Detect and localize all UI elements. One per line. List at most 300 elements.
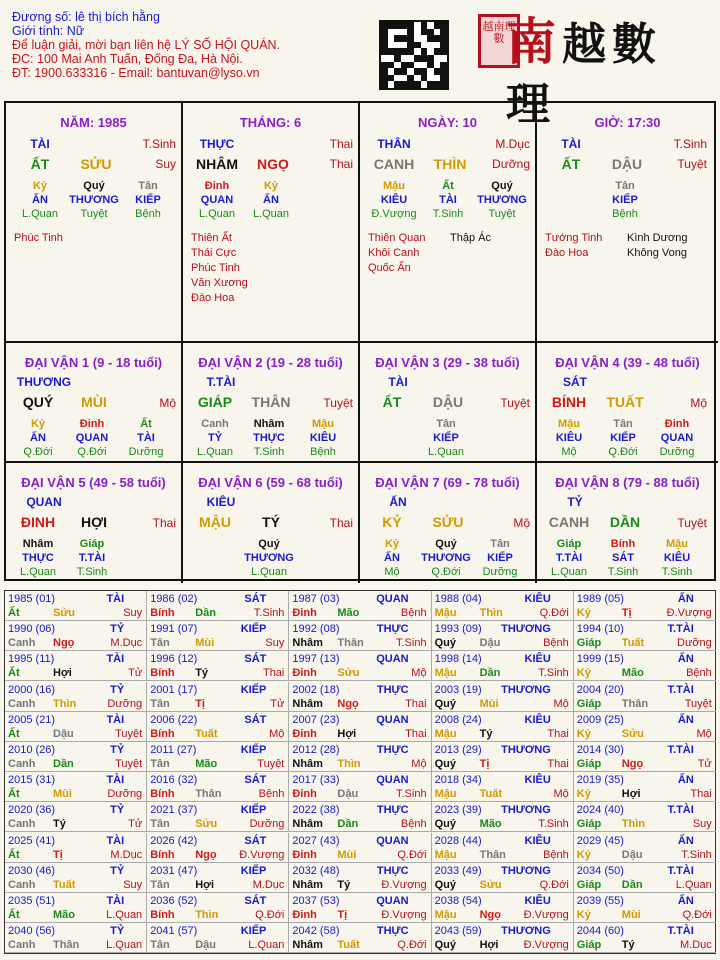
hidden-stem: Kỷ — [30, 418, 46, 430]
year-phase: Thai — [262, 667, 285, 680]
year-phase: Q.Đới — [255, 909, 285, 921]
year-stem: Bính — [150, 607, 175, 619]
year-ten-god: THỰC — [376, 864, 409, 877]
year-stem: Bính — [150, 727, 175, 740]
year-phase: Tuyệt — [115, 727, 143, 740]
year-cell — [432, 833, 574, 863]
year-branch: Dần — [479, 667, 501, 680]
year-branch: Dậu — [53, 727, 74, 740]
luck-state: Tuyệt — [677, 516, 707, 530]
year-ten-god: ẤN — [677, 774, 694, 787]
hidden-phase: Q.Đới — [431, 566, 461, 578]
year-label: 2021 (37) — [150, 804, 198, 817]
year-phase: Đ.Vượng — [523, 909, 569, 921]
year-stem: Đinh — [292, 848, 317, 861]
year-label: 2034 (50) — [576, 864, 624, 877]
year-branch: Thìn — [195, 909, 219, 921]
pillar-stem: ẤT — [561, 156, 581, 172]
year-cell — [574, 591, 716, 621]
year-cell — [574, 651, 716, 681]
hidden-stem: Giáp — [556, 538, 582, 550]
year-branch: Sửu — [195, 818, 218, 831]
hidden-phase: L.Quan — [196, 446, 234, 458]
year-phase: Đ.Vượng — [381, 878, 427, 891]
year-label: 2005 (21) — [8, 713, 56, 726]
year-cell — [5, 772, 147, 802]
hidden-stem: Quý — [491, 180, 513, 192]
year-label: 1988 (04) — [434, 593, 482, 605]
year-label: 2022 (38) — [292, 804, 340, 817]
hidden-stem: Ất — [140, 418, 152, 430]
year-stem: Giáp — [576, 758, 602, 770]
hidden-ten-god: KIẾP — [612, 194, 638, 206]
year-cell — [432, 772, 574, 802]
year-cell — [147, 802, 289, 832]
year-stem: Kỷ — [576, 788, 591, 801]
year-phase: T.Sinh — [396, 788, 427, 801]
year-cell — [147, 923, 289, 953]
year-ten-god: SÁT — [244, 653, 267, 666]
year-stem: Mậu — [434, 909, 457, 921]
year-ten-god: KIẾP — [240, 804, 267, 817]
year-label: 1990 (06) — [8, 623, 56, 636]
year-cell — [289, 621, 431, 651]
luck-ten-god: QUAN — [26, 495, 62, 509]
year-ten-god: T.TÀI — [667, 744, 694, 756]
year-ten-god: KIÊU — [524, 774, 551, 787]
year-cell — [432, 923, 574, 953]
hidden-stem: Mậu — [383, 180, 405, 192]
year-label: 2002 (18) — [292, 683, 340, 696]
year-branch: Hợi — [479, 939, 499, 952]
hidden-stem: Kỷ — [32, 180, 48, 192]
year-cell — [432, 621, 574, 651]
year-cell — [289, 893, 431, 923]
year-ten-god: TỶ — [110, 623, 125, 636]
year-branch: Dậu — [337, 788, 359, 801]
hidden-stem: Nhâm — [253, 418, 285, 430]
year-ten-god: QUAN — [376, 593, 409, 605]
shen-sha-star: Phúc Tinh — [14, 232, 63, 244]
year-label: 2030 (46) — [8, 864, 56, 877]
year-stem: Kỷ — [576, 667, 591, 680]
hidden-stem: Tân — [138, 180, 158, 192]
year-branch: Mão — [337, 607, 360, 619]
year-phase: Bệnh — [258, 788, 285, 801]
year-cell — [574, 712, 716, 742]
hidden-phase: Dưỡng — [128, 446, 164, 458]
year-branch: Sửu — [337, 667, 360, 680]
year-stem: Tân — [150, 878, 170, 891]
pillar-cell — [183, 103, 360, 343]
luck-period-cell — [183, 343, 360, 463]
pillar-stem: NHÂM — [196, 156, 238, 172]
year-ten-god: SÁT — [244, 713, 267, 726]
hidden-ten-god: THỰC — [22, 552, 54, 564]
hidden-ten-god: KIẾP — [135, 194, 161, 206]
year-phase: Q.Đới — [682, 909, 712, 921]
shen-sha-star: Không Vong — [627, 247, 687, 259]
hidden-stem: Giáp — [79, 538, 105, 550]
year-branch: Tý — [53, 818, 66, 831]
year-stem: Giáp — [576, 939, 602, 952]
year-cell — [289, 591, 431, 621]
year-ten-god: TỶ — [110, 683, 125, 696]
subject-gender: Giới tính: Nữ — [12, 24, 85, 38]
luck-branch: HỢI — [81, 514, 107, 530]
luck-period-title: ĐẠI VẬN 3 (29 - 38 tuổi) — [375, 355, 520, 370]
pillar-branch: SỬU — [80, 156, 112, 172]
year-cell — [574, 863, 716, 893]
year-label: 1986 (02) — [150, 593, 198, 605]
year-label: 2043 (59) — [434, 925, 482, 938]
year-branch: Tị — [53, 848, 63, 861]
luck-period-title: ĐẠI VẬN 8 (79 - 88 tuổi) — [555, 475, 700, 490]
year-branch: Ngọ — [479, 909, 501, 921]
year-label: 2008 (24) — [434, 713, 482, 726]
year-stem: Bính — [150, 909, 175, 921]
year-stem: Nhâm — [292, 758, 323, 770]
hidden-ten-god: QUAN — [660, 432, 694, 444]
year-branch: Mão — [53, 909, 75, 921]
year-stem: Bính — [150, 788, 175, 801]
pillar-stem: CANH — [373, 156, 415, 172]
year-branch: Ngọ — [53, 637, 75, 650]
year-cell — [147, 651, 289, 681]
year-phase: Thai — [405, 727, 427, 740]
year-stem: Nhâm — [292, 939, 323, 952]
luck-state: Mộ — [690, 396, 707, 410]
year-branch: Dậu — [621, 848, 643, 861]
luck-ten-god: SÁT — [563, 375, 587, 389]
luck-stem: BÍNH — [551, 394, 587, 410]
year-stem: Canh — [8, 637, 36, 650]
year-ten-god: ẤN — [677, 895, 694, 907]
year-phase: Q.Đới — [397, 848, 427, 861]
hidden-stem: Mậu — [666, 538, 688, 550]
year-ten-god: SÁT — [244, 593, 267, 605]
year-cell — [574, 682, 716, 712]
hidden-ten-god: KIÊU — [380, 194, 408, 206]
year-ten-god: TỶ — [110, 925, 125, 938]
pillar-cell — [6, 103, 183, 343]
year-phase: Bệnh — [686, 667, 712, 680]
shen-sha-star: Thiên Ất — [191, 232, 232, 244]
year-label: 2017 (33) — [292, 774, 340, 787]
year-ten-god: TỶ — [110, 804, 125, 817]
year-label: 2040 (56) — [8, 925, 56, 938]
year-label: 2012 (28) — [292, 744, 340, 756]
year-label: 2036 (52) — [150, 895, 198, 907]
year-label: 1997 (13) — [292, 653, 340, 666]
hidden-stem: Quý — [435, 538, 457, 550]
year-phase: Tử — [697, 758, 712, 770]
hidden-ten-god: THƯƠNG — [477, 194, 527, 206]
contact-phone-email: ĐT: 1900.633316 - Email: bantuvan@lyso.vn — [12, 66, 260, 80]
year-phase: L.Quan — [675, 878, 712, 891]
year-ten-god: THƯƠNG — [501, 925, 551, 938]
year-stem: Nhâm — [292, 637, 323, 650]
year-cell — [289, 833, 431, 863]
luck-state: Tuyệt — [323, 396, 353, 410]
pillar-ten-god: TÀI — [30, 137, 50, 151]
hidden-ten-god: T.TÀI — [555, 552, 583, 564]
year-ten-god: QUAN — [376, 895, 409, 907]
year-cell — [147, 833, 289, 863]
year-label: 2000 (16) — [8, 683, 56, 696]
year-label: 2033 (49) — [434, 864, 482, 877]
year-cell — [289, 863, 431, 893]
year-branch: Ngọ — [195, 848, 217, 861]
subject-name: Đương số: lê thị bích hằng — [12, 10, 160, 24]
luck-period-title: ĐẠI VẬN 1 (9 - 18 tuổi) — [24, 355, 163, 370]
year-branch: Dậu — [479, 637, 501, 650]
hidden-phase: Bệnh — [612, 208, 638, 220]
year-cell — [147, 621, 289, 651]
hidden-ten-god: SÁT — [612, 552, 634, 564]
year-label: 2003 (19) — [434, 683, 482, 696]
luck-ten-god: THƯƠNG — [16, 375, 72, 389]
year-stem: Canh — [8, 818, 36, 831]
year-phase: L.Quan — [106, 939, 143, 952]
year-cell — [432, 682, 574, 712]
year-label: 1987 (03) — [292, 593, 340, 605]
pillar-phase: T.Sinh — [673, 137, 707, 151]
year-branch: Dậu — [195, 939, 216, 952]
year-cell — [147, 772, 289, 802]
year-cell — [5, 893, 147, 923]
year-label: 1985 (01) — [8, 593, 56, 605]
hidden-stem: Kỷ — [263, 180, 279, 192]
year-cell — [289, 742, 431, 772]
year-cell — [432, 742, 574, 772]
luck-stem: CANH — [548, 514, 590, 530]
year-phase: Tử — [270, 697, 285, 710]
year-cell — [432, 893, 574, 923]
year-ten-god: SÁT — [244, 834, 267, 847]
year-label: 1989 (05) — [576, 593, 624, 605]
hidden-phase: T.Sinh — [432, 208, 464, 220]
year-branch: Hợi — [53, 667, 72, 680]
year-ten-god: KIÊU — [524, 834, 551, 847]
hidden-phase: T.Sinh — [661, 566, 693, 578]
year-stem: Quý — [434, 758, 456, 770]
hidden-stem: Mậu — [312, 418, 334, 430]
year-branch: Dần — [195, 607, 216, 619]
year-phase: Mộ — [269, 727, 285, 740]
year-branch: Ngọ — [621, 758, 644, 770]
hidden-phase: Bệnh — [135, 208, 161, 220]
year-branch: Sửu — [621, 727, 644, 740]
year-label: 2041 (57) — [150, 925, 198, 938]
year-label: 2020 (36) — [8, 804, 56, 817]
year-phase: Tuyệt — [684, 697, 712, 710]
pillar-title: NĂM: 1985 — [60, 115, 127, 130]
hidden-phase: Tuyệt — [488, 208, 516, 220]
luck-stem: ĐINH — [20, 514, 56, 530]
year-branch: Thân — [53, 939, 80, 952]
year-branch: Thìn — [337, 758, 361, 770]
contact-address: ĐC: 100 Mai Anh Tuấn, Đống Đa, Hà Nội. — [12, 52, 243, 66]
year-stem: Canh — [8, 878, 36, 891]
luck-period-cell — [537, 463, 718, 583]
year-phase: T.Sinh — [538, 818, 569, 831]
pillar-state: Tuyệt — [677, 157, 707, 171]
year-phase: Mộ — [411, 758, 427, 770]
year-stem: Canh — [8, 758, 36, 770]
year-phase: Dưỡng — [107, 788, 143, 801]
year-phase: M.Dục — [252, 878, 285, 891]
year-ten-god: T.TÀI — [667, 683, 694, 696]
year-phase: Tuyệt — [257, 758, 285, 770]
luck-branch: DẦN — [609, 514, 641, 530]
year-branch: Dần — [53, 758, 74, 770]
year-phase: Suy — [265, 637, 285, 650]
year-cell — [5, 621, 147, 651]
year-ten-god: KIÊU — [524, 653, 551, 666]
year-stem: Quý — [434, 878, 456, 891]
year-stem: Tân — [150, 637, 170, 650]
year-cell — [147, 893, 289, 923]
hidden-ten-god: TỶ — [207, 432, 223, 444]
year-phase: Q.Đới — [539, 607, 569, 619]
luck-period-title: ĐẠI VẬN 7 (69 - 78 tuổi) — [375, 475, 520, 490]
year-stem: Kỷ — [576, 727, 591, 740]
hidden-stem: Tân — [436, 418, 456, 430]
year-ten-god: THƯƠNG — [501, 744, 551, 756]
contact-invite: Để luận giải, mời bạn liên hệ LÝ SỐ HỘI QUÁN. — [12, 38, 281, 52]
year-stem: Canh — [8, 939, 36, 952]
year-label: 2006 (22) — [150, 713, 198, 726]
year-stem: Đinh — [292, 607, 317, 619]
year-stem: Mậu — [434, 607, 457, 619]
year-cell — [574, 772, 716, 802]
year-branch: Ngọ — [337, 697, 359, 710]
hidden-phase: L.Quan — [19, 566, 57, 578]
year-stem: Ất — [8, 909, 20, 921]
year-branch: Tị — [479, 758, 490, 770]
year-label: 2001 (17) — [150, 683, 198, 696]
year-ten-god: ẤN — [677, 593, 694, 605]
year-phase: Dưỡng — [107, 697, 143, 710]
year-stem: Nhâm — [292, 878, 323, 891]
hidden-ten-god: KIẾP — [610, 432, 636, 444]
luck-period-title: ĐẠI VẬN 5 (49 - 58 tuổi) — [21, 475, 166, 490]
year-stem: Bính — [150, 667, 175, 680]
shen-sha-star: Đào Hoa — [545, 247, 589, 259]
year-ten-god: KIÊU — [524, 895, 551, 907]
qr-code[interactable] — [379, 20, 449, 90]
hidden-ten-god: KIÊU — [663, 552, 691, 564]
year-ten-god: T.TÀI — [667, 804, 694, 817]
luck-ten-god: KIÊU — [206, 495, 236, 509]
shen-sha-star: Thái Cực — [191, 247, 237, 259]
year-ten-god: KIẾP — [240, 623, 267, 636]
luck-period-cell — [360, 463, 537, 583]
year-label: 2039 (55) — [576, 895, 624, 907]
year-cell — [147, 591, 289, 621]
hidden-ten-god: ẤN — [384, 552, 400, 564]
year-branch: Tị — [195, 697, 205, 710]
year-branch: Mùi — [621, 909, 641, 921]
hidden-ten-god: TÀI — [137, 432, 155, 444]
luck-period-cell — [183, 463, 360, 583]
year-cell — [574, 621, 716, 651]
pillar-ten-god: THỰC — [199, 137, 235, 151]
year-cell — [5, 802, 147, 832]
year-ten-god: THỰC — [376, 744, 409, 756]
year-ten-god: TÀI — [106, 593, 125, 605]
pillar-title: THÁNG: 6 — [239, 115, 302, 130]
shen-sha-star: Khôi Canh — [368, 247, 420, 259]
pillar-state: Dưỡng — [492, 157, 530, 171]
year-stem: Mậu — [434, 727, 457, 740]
year-ten-god: KIẾP — [240, 925, 267, 938]
luck-stem: GIÁP — [197, 394, 233, 410]
year-phase: T.Sinh — [538, 667, 569, 680]
pillar-ten-god: THÂN — [377, 137, 411, 151]
year-cell — [5, 682, 147, 712]
year-ten-god: T.TÀI — [667, 864, 694, 877]
hidden-stem: Tân — [613, 418, 633, 430]
year-ten-god: QUAN — [376, 653, 409, 666]
year-stem: Quý — [434, 818, 456, 831]
year-cell — [5, 923, 147, 953]
luck-branch: MÙI — [81, 394, 107, 410]
year-stem: Nhâm — [292, 818, 323, 831]
year-ten-god: QUAN — [376, 713, 409, 726]
year-branch: Mão — [479, 818, 502, 831]
year-ten-god: THƯƠNG — [501, 623, 551, 636]
shen-sha-star: Thiên Quan — [368, 232, 426, 244]
year-phase: T.Sinh — [396, 637, 427, 650]
hidden-phase: Dưỡng — [659, 446, 695, 458]
pillar-title: GIỜ: 17:30 — [594, 115, 661, 130]
year-phase: Bệnh — [543, 848, 569, 861]
hidden-phase: Mộ — [561, 446, 577, 458]
hidden-phase: Q.Đới — [23, 446, 53, 458]
year-ten-god: KIẾP — [240, 864, 267, 877]
year-stem: Mậu — [434, 848, 457, 861]
year-label: 2024 (40) — [576, 804, 624, 817]
luck-stem: KỶ — [382, 514, 402, 530]
year-ten-god: ẤN — [677, 653, 694, 666]
year-branch: Tuất — [195, 727, 218, 740]
hidden-phase: T.Sinh — [607, 566, 639, 578]
year-label: 2037 (53) — [292, 895, 340, 907]
year-stem: Mậu — [434, 667, 457, 680]
hidden-stem: Canh — [201, 418, 229, 430]
year-branch: Tuất — [337, 939, 360, 952]
year-phase: Tử — [128, 818, 143, 831]
year-branch: Sửu — [53, 607, 76, 619]
year-stem: Kỷ — [576, 607, 591, 619]
hidden-ten-god: THƯƠNG — [244, 552, 294, 564]
year-label: 2019 (35) — [576, 774, 624, 787]
year-branch: Tý — [195, 667, 209, 680]
hidden-phase: L.Quan — [252, 208, 290, 220]
year-label: 2031 (47) — [150, 864, 198, 877]
hidden-stem: Kỷ — [384, 538, 400, 550]
year-phase: Thai — [547, 758, 569, 770]
year-ten-god: THỰC — [376, 925, 409, 938]
year-cell — [147, 712, 289, 742]
hidden-ten-god: THỰC — [253, 432, 285, 444]
year-label: 1999 (15) — [576, 653, 624, 666]
year-phase: Suy — [123, 878, 143, 891]
hidden-phase: T.Sinh — [253, 446, 285, 458]
year-stem: Đinh — [292, 909, 317, 921]
